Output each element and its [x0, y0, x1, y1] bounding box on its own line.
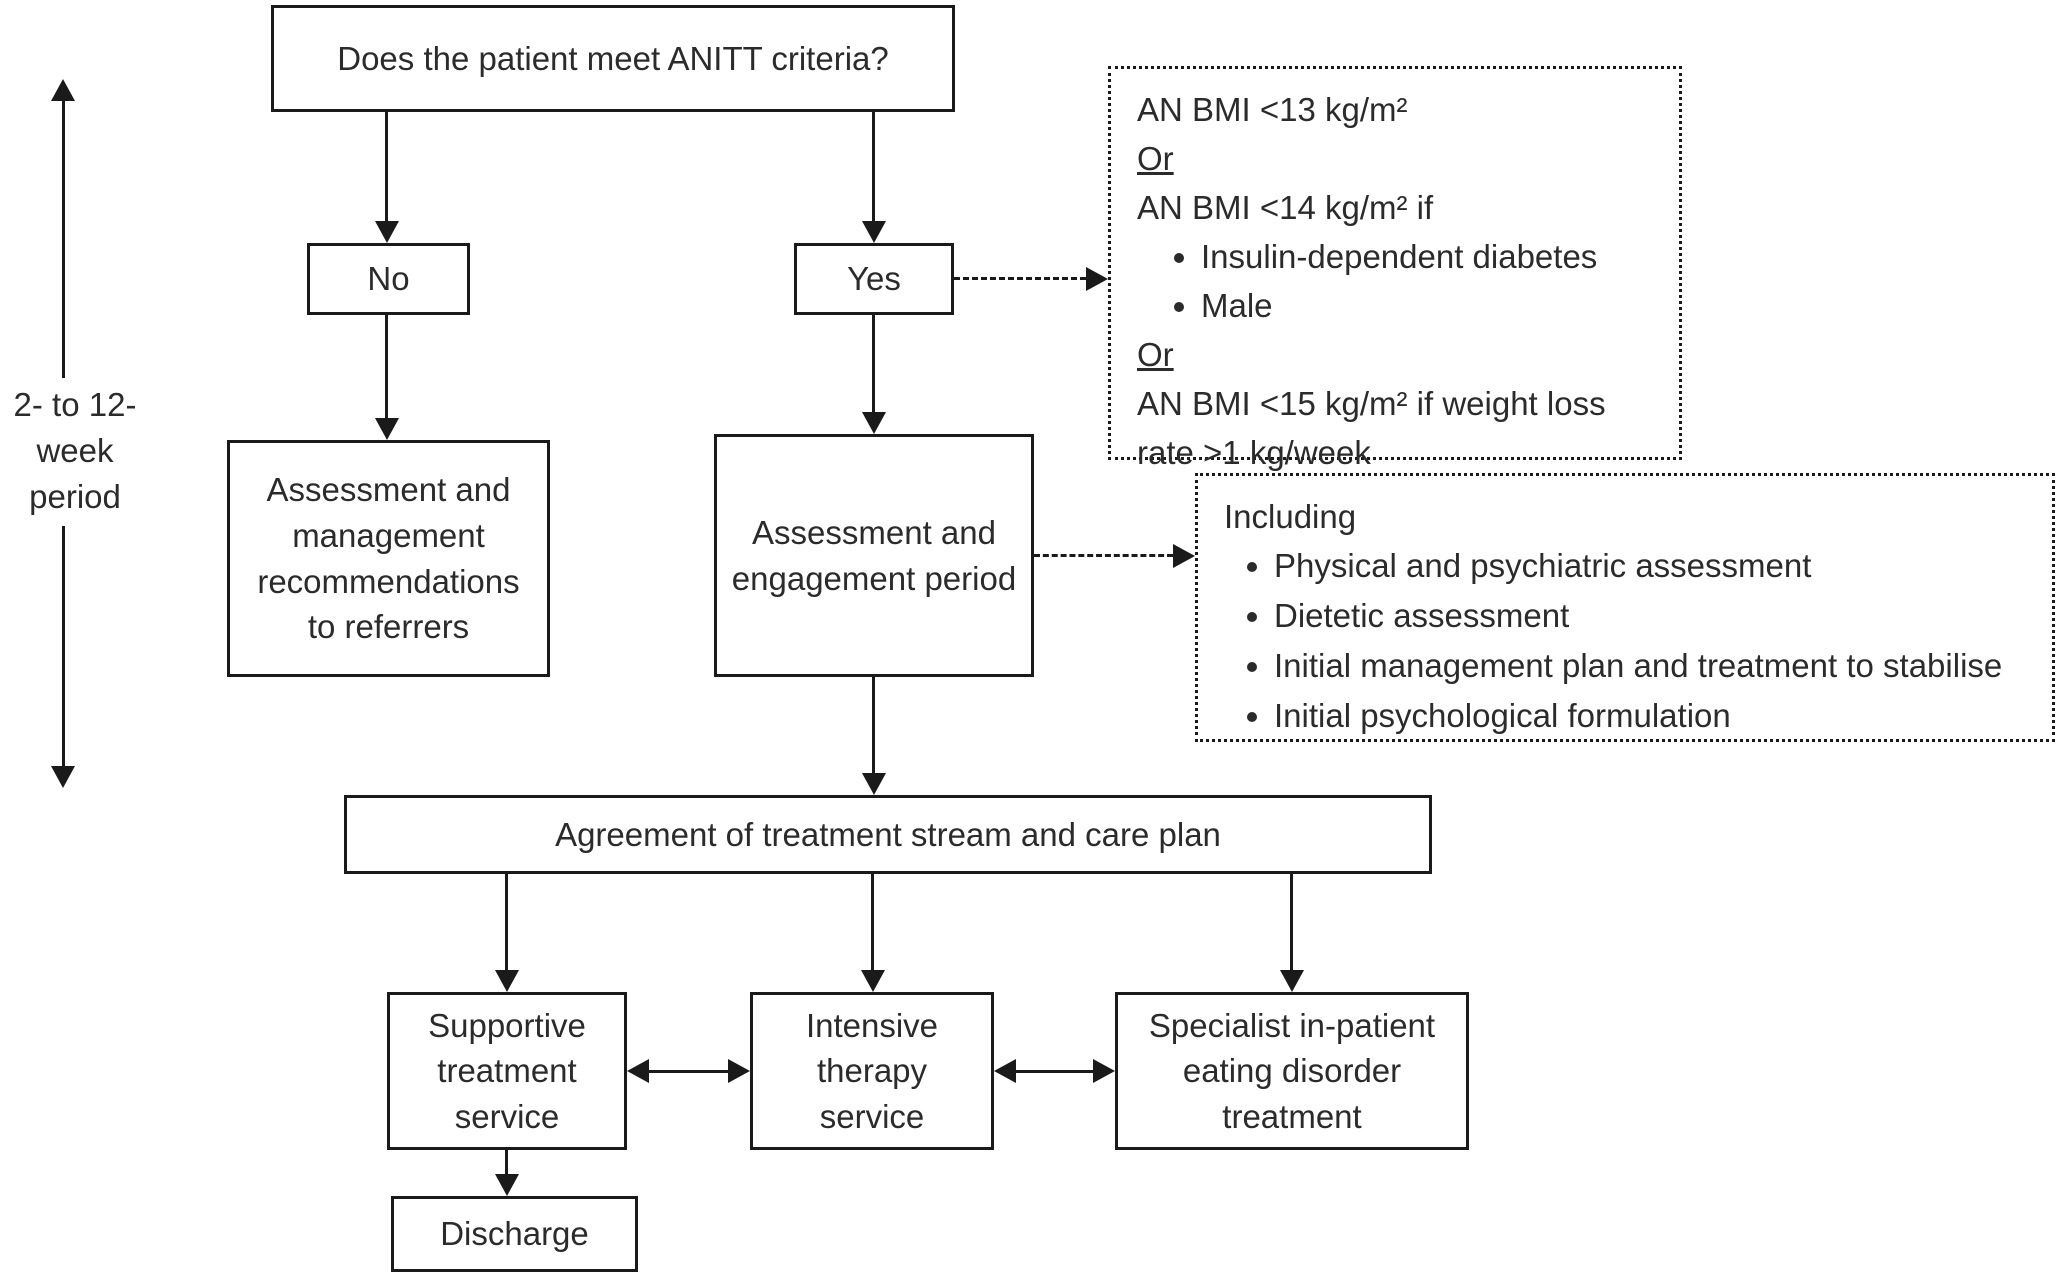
agreement-label: Agreement of treatment stream and care plan: [555, 815, 1221, 853]
criteria-bullet-list: [1137, 232, 1653, 330]
criteria-line: AN BMI <15 kg/m² if weight loss rate >1 kg/week: [1137, 385, 1606, 471]
discharge-node: [391, 1196, 638, 1272]
question-label: Does the patient meet ANITT criteria?: [337, 39, 889, 77]
arrowhead-left-icon: [627, 1059, 649, 1083]
assessment-management-node: [227, 440, 550, 677]
no-node: [307, 243, 470, 315]
arrowhead-down-icon: [862, 773, 886, 795]
dashed-connector-yes-to-criteria: [954, 277, 1086, 280]
criteria-or: Or: [1137, 336, 1174, 373]
arrowhead-down-icon: [375, 418, 399, 440]
connector-question-to-no: [385, 112, 388, 221]
including-note: [1195, 473, 2055, 742]
connector-supportive-to-discharge: [505, 1150, 508, 1174]
connector-agreement-to-supportive: [505, 874, 508, 970]
arrowhead-down-icon: [495, 1174, 519, 1196]
including-bullet: • Initial psychological formulation: [1274, 691, 2026, 741]
arrowhead-right-icon: [728, 1059, 750, 1083]
arrowhead-right-icon: [1093, 1059, 1115, 1083]
period-label-line: week: [36, 432, 114, 469]
connector-agreement-to-intensive: [871, 874, 874, 970]
specialist-service-node: [1115, 992, 1469, 1150]
period-label: [0, 382, 150, 520]
criteria-bullet: • Insulin-dependent diabetes: [1201, 232, 1653, 281]
criteria-bullet: • Male: [1201, 281, 1653, 330]
arrowhead-left-icon: [994, 1059, 1016, 1083]
criteria-line: AN BMI <13 kg/m²: [1137, 91, 1408, 128]
dashed-connector-engagement-to-including: [1034, 554, 1173, 557]
agreement-node: [344, 795, 1432, 874]
arrowhead-down-icon: [495, 970, 519, 992]
assessment-engagement-node: [714, 434, 1034, 677]
yes-label: Yes: [847, 260, 901, 298]
including-bullet-list: [1224, 541, 2026, 741]
connector-intensive-specialist: [1014, 1070, 1095, 1073]
assessment-engagement-label: Assessment and engagement period: [731, 513, 1017, 597]
period-label-line: 2- to 12-: [13, 386, 137, 423]
arrowhead-right-icon: [1086, 267, 1108, 291]
period-label-line: period: [29, 478, 121, 515]
arrowhead-down-icon: [862, 412, 886, 434]
supportive-service-label: Supportive treatment service: [428, 1006, 586, 1135]
question-node: [271, 5, 955, 112]
criteria-or: Or: [1137, 140, 1174, 177]
yes-node: [794, 243, 954, 315]
arrowhead-right-icon: [1173, 544, 1195, 568]
connector-no-to-mgmt: [385, 315, 388, 418]
specialist-service-label: Specialist in-patient eating disorder treatment: [1148, 1006, 1436, 1135]
criteria-note: [1108, 66, 1682, 471]
connector-question-to-yes: [872, 112, 875, 221]
criteria-line: AN BMI <14 kg/m² if: [1137, 189, 1434, 226]
connector-engagement-to-agreement: [872, 677, 875, 773]
intensive-service-node: [750, 992, 994, 1150]
including-bullet: • Dietetic assessment: [1274, 591, 2026, 641]
period-arrow-upper-segment: [62, 100, 65, 378]
including-bullet: • Physical and psychiatric assessment: [1274, 541, 2026, 591]
arrowhead-up-icon: [51, 79, 75, 101]
including-bullet: • Initial management plan and treatment to stabilise: [1274, 641, 2026, 691]
including-title: Including: [1224, 498, 1357, 535]
arrowhead-down-icon: [51, 766, 75, 788]
period-arrow-lower-segment: [62, 526, 65, 766]
arrowhead-down-icon: [861, 970, 885, 992]
connector-yes-to-engagement: [872, 315, 875, 412]
intensive-service-label: Intensive therapy service: [805, 1006, 939, 1135]
assessment-management-label: Assessment and management recommendations to referrers: [257, 471, 520, 646]
arrowhead-down-icon: [1280, 970, 1304, 992]
arrowhead-down-icon: [375, 221, 399, 243]
no-label: No: [367, 260, 410, 298]
arrowhead-down-icon: [862, 221, 886, 243]
discharge-label: Discharge: [440, 1215, 589, 1253]
connector-supportive-intensive: [647, 1070, 730, 1073]
connector-agreement-to-specialist: [1290, 874, 1293, 970]
supportive-service-node: [387, 992, 627, 1150]
